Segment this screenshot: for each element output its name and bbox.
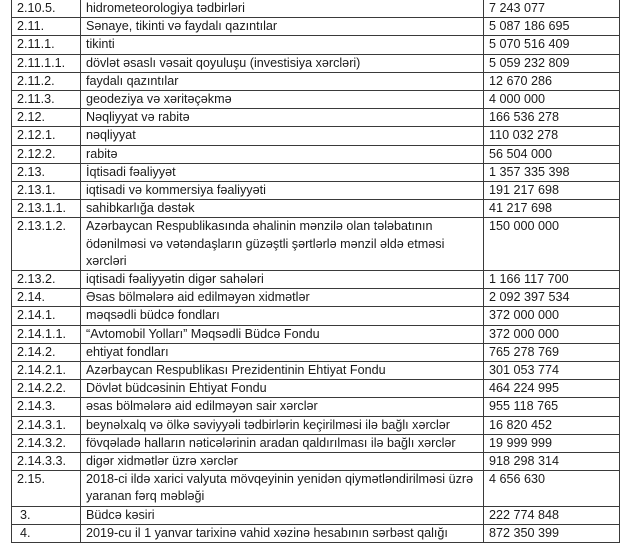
row-description: iqtisadi və kommersiya fəaliyyəti: [81, 182, 484, 200]
row-description: Azərbaycan Respublikasında əhalinin mənzilə olan tələbatının ödənilməsi və vətəndaşların güzəştli şərtlərlə mənzil əldə etməsi xərcləri: [81, 218, 484, 271]
row-description: “Avtomobil Yolları” Məqsədli Büdcə Fondu: [81, 325, 484, 343]
table-row: [12, 54, 620, 72]
row-code: 2.13.1.: [12, 182, 81, 200]
row-code: 2.11.1.1.: [12, 54, 81, 72]
row-amount: 5 059 232 809: [484, 54, 620, 72]
table-row: [12, 182, 620, 200]
row-code: 2.11.2.: [12, 72, 81, 90]
row-amount: 5 070 516 409: [484, 36, 620, 54]
row-code: 2.12.2.: [12, 145, 81, 163]
row-code: 2.14.2.: [12, 343, 81, 361]
row-description: fövqəladə halların nəticələrinin aradan qaldırılması ilə bağlı xərclər: [81, 434, 484, 452]
table-row: [12, 398, 620, 416]
row-amount: 4 656 630: [484, 471, 620, 506]
row-code: 2.15.: [12, 471, 81, 506]
table-row: [12, 307, 620, 325]
table-row: [12, 18, 620, 36]
row-amount: 150 000 000: [484, 218, 620, 271]
row-amount: 222 774 848: [484, 506, 620, 524]
table-row: [12, 524, 620, 542]
table-row: [12, 506, 620, 524]
row-code: 2.14.2.1.: [12, 362, 81, 380]
table-row: [12, 127, 620, 145]
row-description: sahibkarlığa dəstək: [81, 200, 484, 218]
table-row: [12, 271, 620, 289]
table-row: [12, 163, 620, 181]
row-description: Əsas bölmələrə aid edilməyən xidmətlər: [81, 289, 484, 307]
row-description: tikinti: [81, 36, 484, 54]
row-description: Büdcə kəsiri: [81, 506, 484, 524]
row-description: rabitə: [81, 145, 484, 163]
row-amount: 1 166 117 700: [484, 271, 620, 289]
row-code: 2.11.1.: [12, 36, 81, 54]
row-description: 2018-ci ildə xarici valyuta mövqeyinin yenidən qiymətləndirilməsi üzrə yaranan fərq məbləği: [81, 471, 484, 506]
row-description: ehtiyat fondları: [81, 343, 484, 361]
row-code: 2.14.: [12, 289, 81, 307]
table-row: [12, 0, 620, 18]
row-description: əsas bölmələrə aid edilməyən sair xərclər: [81, 398, 484, 416]
row-amount: 5 087 186 695: [484, 18, 620, 36]
row-amount: 464 224 995: [484, 380, 620, 398]
row-code: 2.12.1.: [12, 127, 81, 145]
table-row: [12, 200, 620, 218]
table-row: [12, 380, 620, 398]
table-row: [12, 325, 620, 343]
row-amount: 872 350 399: [484, 524, 620, 542]
row-code: 2.14.3.3.: [12, 453, 81, 471]
row-amount: 191 217 698: [484, 182, 620, 200]
row-amount: 765 278 769: [484, 343, 620, 361]
row-amount: 16 820 452: [484, 416, 620, 434]
row-code: 2.10.5.: [12, 0, 81, 18]
row-description: nəqliyyat: [81, 127, 484, 145]
row-description: 2019-cu il 1 yanvar tarixinə vahid xəzinə hesabının sərbəst qalığı: [81, 524, 484, 542]
table-row: [12, 416, 620, 434]
row-description: hidrometeorologiya tədbirləri: [81, 0, 484, 18]
row-description: Azərbaycan Respublikası Prezidentinin Ehtiyat Fondu: [81, 362, 484, 380]
table-body: [12, 0, 620, 543]
row-description: məqsədli büdcə fondları: [81, 307, 484, 325]
row-code: 2.14.3.: [12, 398, 81, 416]
row-amount: 1 357 335 398: [484, 163, 620, 181]
table-row: [12, 36, 620, 54]
row-code: 2.14.3.1.: [12, 416, 81, 434]
row-description: digər xidmətlər üzrə xərclər: [81, 453, 484, 471]
row-description: dövlət əsaslı vəsait qoyuluşu (investisiya xərcləri): [81, 54, 484, 72]
table-row: [12, 362, 620, 380]
row-code: 2.13.1.1.: [12, 200, 81, 218]
row-amount: 41 217 698: [484, 200, 620, 218]
table-row: [12, 72, 620, 90]
row-description: geodeziya və xəritəçəkmə: [81, 91, 484, 109]
table-row: [12, 218, 620, 271]
row-amount: 4 000 000: [484, 91, 620, 109]
row-amount: 110 032 278: [484, 127, 620, 145]
table-row: [12, 109, 620, 127]
row-amount: 166 536 278: [484, 109, 620, 127]
table-row: [12, 453, 620, 471]
row-code: 2.11.3.: [12, 91, 81, 109]
row-code: 2.13.2.: [12, 271, 81, 289]
row-description: Sənaye, tikinti və faydalı qazıntılar: [81, 18, 484, 36]
row-code: 2.13.1.2.: [12, 218, 81, 271]
row-amount: 56 504 000: [484, 145, 620, 163]
row-code: 3.: [12, 506, 81, 524]
row-description: Nəqliyyat və rabitə: [81, 109, 484, 127]
row-description: faydalı qazıntılar: [81, 72, 484, 90]
row-code: 2.14.2.2.: [12, 380, 81, 398]
row-code: 2.12.: [12, 109, 81, 127]
row-code: 4.: [12, 524, 81, 542]
table-row: [12, 145, 620, 163]
row-amount: 12 670 286: [484, 72, 620, 90]
row-amount: 19 999 999: [484, 434, 620, 452]
row-amount: 918 298 314: [484, 453, 620, 471]
row-amount: 955 118 765: [484, 398, 620, 416]
row-code: 2.13.: [12, 163, 81, 181]
row-code: 2.14.1.: [12, 307, 81, 325]
row-amount: 372 000 000: [484, 307, 620, 325]
row-amount: 301 053 774: [484, 362, 620, 380]
row-description: Dövlət büdcəsinin Ehtiyat Fondu: [81, 380, 484, 398]
table-row: [12, 434, 620, 452]
row-code: 2.14.3.2.: [12, 434, 81, 452]
row-amount: 7 243 077: [484, 0, 620, 18]
row-amount: 2 092 397 534: [484, 289, 620, 307]
row-amount: 372 000 000: [484, 325, 620, 343]
row-description: İqtisadi fəaliyyət: [81, 163, 484, 181]
table-row: [12, 343, 620, 361]
row-description: beynəlxalq və ölkə səviyyəli tədbirlərin keçirilməsi ilə bağlı xərclər: [81, 416, 484, 434]
table-row: [12, 471, 620, 506]
table-row: [12, 289, 620, 307]
row-description: iqtisadi fəaliyyətin digər sahələri: [81, 271, 484, 289]
table-row: [12, 91, 620, 109]
row-code: 2.14.1.1.: [12, 325, 81, 343]
budget-expenditure-table: [11, 0, 620, 543]
row-code: 2.11.: [12, 18, 81, 36]
